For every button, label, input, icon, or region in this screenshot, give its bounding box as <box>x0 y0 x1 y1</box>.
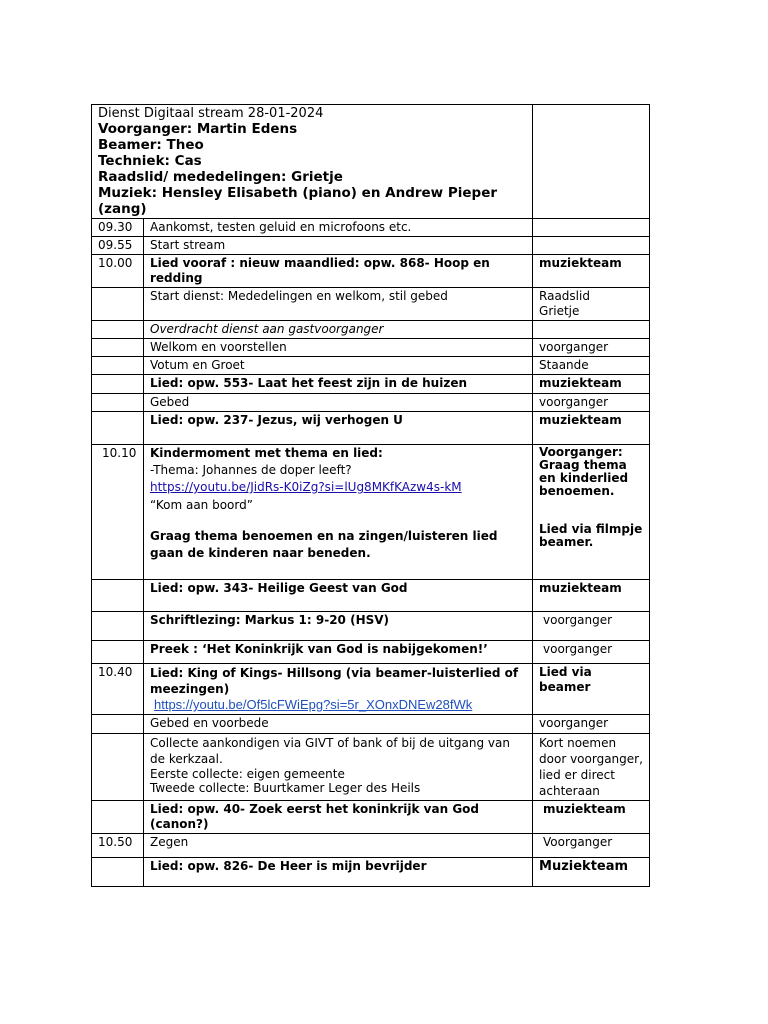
item-cell <box>144 445 533 580</box>
table-row <box>92 664 650 715</box>
role-cell <box>533 288 650 321</box>
table-row <box>92 339 650 357</box>
king-of-kings-video-link[interactable]: https://youtu.be/Of5lcFWiEpg?si=5r_XOnxDNEw28fWk <box>154 697 473 712</box>
order-of-service-table <box>91 104 650 887</box>
time-cell: 10.00 <box>92 255 144 288</box>
beamer-line: Beamer: Theo <box>98 137 204 153</box>
time-cell <box>92 394 144 412</box>
item-cell: Gebed en voorbede <box>144 715 533 734</box>
role-line: beamer. <box>539 535 594 549</box>
time-cell: 10.10 <box>92 445 144 580</box>
item-cell: Votum en Groet <box>144 357 533 375</box>
role-cell <box>533 445 650 580</box>
role-line: Kort noemen <box>539 736 617 750</box>
table-row <box>92 357 650 375</box>
kids-theme: -Thema: Johannes de doper leeft? <box>150 463 352 477</box>
table-row <box>92 321 650 339</box>
time-cell: 10.50 <box>92 834 144 858</box>
time-cell: 09.55 <box>92 237 144 255</box>
time-cell <box>92 715 144 734</box>
table-row <box>92 580 650 612</box>
role-cell: voorganger <box>533 394 650 412</box>
item-cell: Start stream <box>144 237 533 255</box>
role-cell <box>533 237 650 255</box>
table-row <box>92 834 650 858</box>
second-collection: Tweede collecte: Buurtkamer Leger des Heils <box>150 781 421 795</box>
table-row <box>92 394 650 412</box>
role-cell: Lied via beamer <box>533 664 650 715</box>
role-line: Lied via filmpje <box>539 522 643 536</box>
time-cell <box>92 612 144 641</box>
item-cell: Lied: opw. 826- De Heer is mijn bevrijder <box>144 858 533 887</box>
role-cell: Staande <box>533 357 650 375</box>
role-line: en kinderlied <box>539 471 629 485</box>
role-cell: Voorganger <box>533 834 650 858</box>
item-cell: Gebed <box>144 394 533 412</box>
table-row <box>92 255 650 288</box>
kids-note: Graag thema benoemen en na zingen/luisteren lied gaan de kinderen naar beneden. <box>150 529 498 560</box>
role-cell: voorganger <box>533 339 650 357</box>
table-row <box>92 801 650 834</box>
first-collection: Eerste collecte: eigen gemeente <box>150 767 345 781</box>
table-row <box>92 237 650 255</box>
header-row <box>92 105 650 219</box>
table-row <box>92 641 650 664</box>
role-cell: voorganger <box>533 715 650 734</box>
time-cell <box>92 357 144 375</box>
time-cell: 09.30 <box>92 219 144 237</box>
role-cell <box>533 321 650 339</box>
item-cell: Welkom en voorstellen <box>144 339 533 357</box>
role-cell: voorganger <box>533 612 650 641</box>
time-cell <box>92 375 144 394</box>
role-cell: muziekteam <box>533 375 650 394</box>
role-cell: voorganger <box>533 641 650 664</box>
item-cell <box>144 664 533 715</box>
role-line: Graag thema <box>539 458 627 472</box>
item-cell: Schriftlezing: Markus 1: 9-20 (HSV) <box>144 612 533 641</box>
collection-text: Collecte aankondigen via GIVT of bank of bij de uitgang van de kerkzaal. <box>150 736 510 766</box>
kids-video-link[interactable]: https://youtu.be/JidRs-K0iZg?si=lUg8MKfKAzw4s-kM <box>150 480 462 494</box>
role-cell: muziekteam <box>533 580 650 612</box>
service-title: Dienst Digitaal stream 28-01-2024 <box>98 106 324 121</box>
time-cell <box>92 321 144 339</box>
role-cell: muziekteam <box>533 801 650 834</box>
council-line: Raadslid/ mededelingen: Grietje <box>98 169 343 185</box>
item-cell: Preek : ‘Het Koninkrijk van God is nabijgekomen!’ <box>144 641 533 664</box>
item-cell <box>144 734 533 801</box>
role-line: door voorganger, <box>539 752 643 766</box>
role-cell: Muziekteam <box>533 858 650 887</box>
time-cell: 10.40 <box>92 664 144 715</box>
role-cell: muziekteam <box>533 255 650 288</box>
role-line: achteraan <box>539 784 600 798</box>
item-cell: Lied vooraf : nieuw maandlied: opw. 868- Hoop en redding <box>144 255 533 288</box>
table-row <box>92 288 650 321</box>
header-cell <box>92 105 533 219</box>
time-cell <box>92 801 144 834</box>
item-cell: Lied: opw. 237- Jezus, wij verhogen U <box>144 412 533 445</box>
time-cell <box>92 288 144 321</box>
item-cell: Overdracht dienst aan gastvoorganger <box>144 321 533 339</box>
pastor-line: Voorganger: Martin Edens <box>98 121 298 137</box>
technique-line: Techniek: Cas <box>98 153 202 169</box>
time-cell <box>92 734 144 801</box>
item-cell: Lied: opw. 343- Heilige Geest van God <box>144 580 533 612</box>
item-cell: Lied: opw. 553- Laat het feest zijn in de huizen <box>144 375 533 394</box>
table-row <box>92 715 650 734</box>
table-row <box>92 219 650 237</box>
table-row <box>92 412 650 445</box>
table-row-collection <box>92 734 650 801</box>
time-cell <box>92 339 144 357</box>
table-row-kids-moment <box>92 445 650 580</box>
role-cell: muziekteam <box>533 412 650 445</box>
time-cell <box>92 641 144 664</box>
role-line: Raadslid <box>539 289 590 303</box>
table-row <box>92 612 650 641</box>
kids-song: “Kom aan boord” <box>150 498 253 512</box>
item-cell: Lied: opw. 40- Zoek eerst het koninkrijk van God (canon?) <box>144 801 533 834</box>
time-cell <box>92 580 144 612</box>
item-cell: Zegen <box>144 834 533 858</box>
item-cell: Aankomst, testen geluid en microfoons etc. <box>144 219 533 237</box>
music-line: Muziek: Hensley Elisabeth (piano) en Andrew Pieper (zang) <box>98 185 498 217</box>
item-text: Lied: King of Kings- Hillsong (via beamer-luisterlied of meezingen) <box>150 666 519 696</box>
role-line: Voorganger: <box>539 445 623 459</box>
item-cell: Start dienst: Mededelingen en welkom, stil gebed <box>144 288 533 321</box>
role-line: Grietje <box>539 304 580 318</box>
header-empty-cell <box>533 105 650 219</box>
table-row <box>92 375 650 394</box>
role-line: lied er direct <box>539 768 615 782</box>
kids-moment-title: Kindermoment met thema en lied: <box>150 446 383 460</box>
role-cell <box>533 219 650 237</box>
role-cell <box>533 734 650 801</box>
time-cell <box>92 412 144 445</box>
role-line: benoemen. <box>539 484 615 498</box>
table-row <box>92 858 650 887</box>
time-cell <box>92 858 144 887</box>
